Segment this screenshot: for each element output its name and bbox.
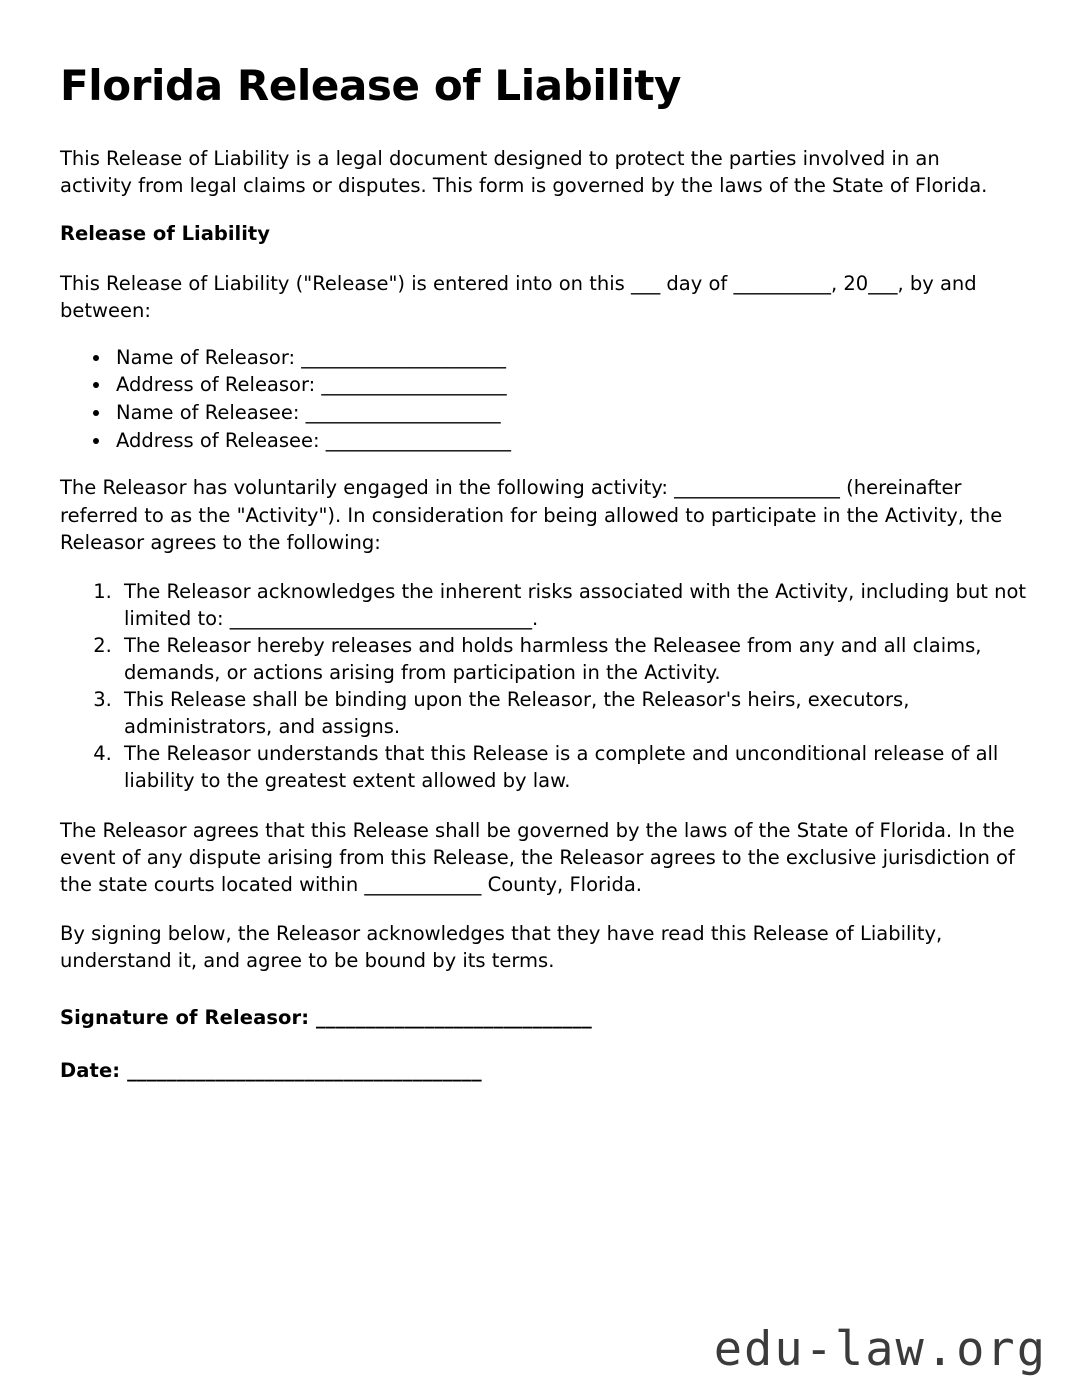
list-item: • Address of Releasor: ___________________: [112, 371, 1027, 399]
intro-paragraph: This Release of Liability is a legal document designed to protect the parties involved in an activity from legal claims or disputes. This form is governed by the laws of the State of Florida.: [60, 147, 988, 198]
list-item: 2. The Releasor hereby releases and holds harmless the Releasee from any and all claims, demands, or actions arising from participation in the Activity.: [118, 632, 1027, 686]
governing-law-paragraph: The Releasor agrees that this Release shall be governed by the laws of the State of Florida. In the event of any dispute arising from this Release, the Releasor agrees to the exclusive jurisdiction of the state courts located within ____________ County, Florida.: [60, 818, 1015, 896]
preamble-paragraph: This Release of Liability ("Release") is entered into on this ___ day of __________, 20___, by and between:: [60, 271, 977, 322]
list-item: 1. The Releasor acknowledges the inherent risks associated with the Activity, including but not limited to: _______________________________.: [118, 578, 1027, 632]
date-line[interactable]: Date: ____________________________________: [60, 1059, 482, 1083]
list-item: 3. This Release shall be binding upon the Releasor, the Releasor's heirs, executors, administrators, and assigns.: [118, 686, 1027, 740]
footer-watermark: edu-law.org: [713, 1322, 1047, 1377]
page-title: Florida Release of Liability: [60, 61, 681, 110]
signature-of-releasor-line[interactable]: Signature of Releasor: ____________________________: [60, 1005, 592, 1029]
activity-paragraph: The Releasor has voluntarily engaged in the following activity: _________________ (hereinafter referred to as the "Activity"). In consideration for being allowed to participate in the Activity, the Releasor agrees to the following:: [60, 476, 1003, 554]
terms-list: [60, 578, 1027, 795]
list-item: • Address of Releasee: ___________________: [112, 427, 1027, 455]
section-heading-release-of-liability: Release of Liability: [60, 222, 270, 246]
list-item: • Name of Releasor: _____________________: [112, 344, 1027, 372]
party-list: [60, 344, 1027, 455]
list-item: 4. The Releasor understands that this Release is a complete and unconditional release of all liability to the greatest extent allowed by law.: [118, 740, 1027, 794]
acknowledgement-paragraph: By signing below, the Releasor acknowledges that they have read this Release of Liability, understand it, and agree to be bound by its terms.: [60, 921, 943, 972]
list-item: • Name of Releasee: ____________________: [112, 399, 1027, 427]
